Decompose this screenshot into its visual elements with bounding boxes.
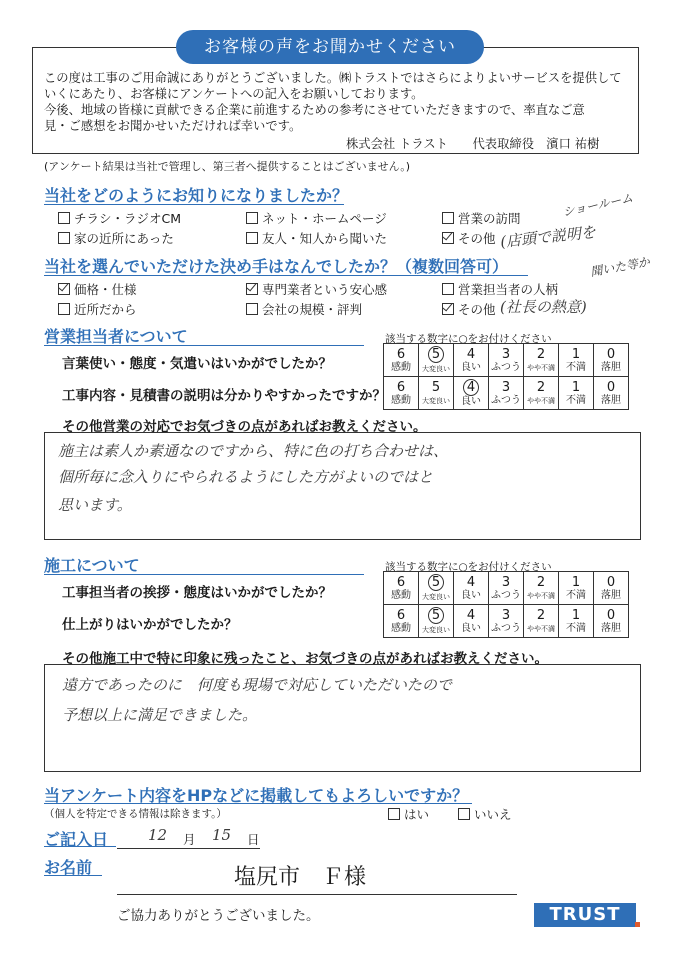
rating-cell-2[interactable]: [524, 377, 559, 410]
rating-number: 1: [571, 574, 581, 590]
q1-margin-note-showroom: ショールーム: [561, 190, 635, 220]
rating-number: [419, 572, 453, 591]
rating-number: 0: [606, 607, 616, 623]
rating-cell-2[interactable]: [524, 605, 559, 638]
rating-label: 良い: [461, 396, 481, 407]
rating-cell-6[interactable]: [384, 605, 419, 638]
rating-label: やや不満: [527, 591, 555, 600]
sales-scale-note: 該当する数字に○をお付けください: [385, 333, 552, 345]
name-label: お名前: [44, 858, 93, 877]
rating-number: 1: [571, 607, 581, 623]
checkbox-checked-icon[interactable]: [58, 283, 70, 295]
rating-cell-6[interactable]: [384, 377, 419, 410]
construction-scale-note: 該当する数字に○をお付けください: [385, 561, 552, 573]
rating-number: 6: [396, 607, 406, 623]
rating-label: 感動: [391, 394, 411, 406]
sales-question-manners: 言葉使い・態度・気遣いはいかがでしたか？: [62, 356, 332, 372]
rating-number: 1: [571, 379, 581, 395]
checkbox-checked-icon[interactable]: [246, 283, 258, 295]
rating-number: 4: [466, 607, 476, 623]
publish-underline: [44, 803, 472, 804]
q1-option-other[interactable]: その他: [442, 229, 496, 247]
construction-comment-line-1: 遠方であったのに 何度も現場で対応していただいたので: [62, 676, 452, 694]
rating-label: 不満: [566, 622, 586, 634]
sales-comment-line-2: 個所毎に念入りにやられるようにした方がよいのではと: [58, 468, 434, 486]
sales-comment-prompt: その他営業の対応でお気づきの点があればお教えください。: [62, 419, 427, 435]
rating-label: 不満: [566, 361, 586, 373]
checkbox-icon[interactable]: [388, 808, 400, 820]
rating-cell-0[interactable]: [594, 605, 629, 638]
sales-comment-line-1: 施主は素人か素通なのですから、特に色の打ち合わせは、: [58, 442, 449, 460]
checkbox-icon[interactable]: [246, 303, 258, 315]
rating-label: ふつう: [491, 394, 521, 406]
checkbox-icon[interactable]: [58, 303, 70, 315]
rating-cell-3[interactable]: [489, 572, 524, 605]
rating-label: やや不満: [527, 396, 555, 405]
sales-comment-line-3: 思います。: [58, 496, 132, 514]
selected-rating-circle: 5: [428, 346, 444, 363]
rating-number: 2: [536, 574, 546, 590]
rating-cell-1[interactable]: [559, 344, 594, 377]
date-day-unit: 日: [247, 832, 260, 847]
rating-number: 0: [606, 346, 616, 362]
rating-label: 落胆: [601, 589, 621, 601]
q2-title: 当社を選んでいただけた決め手はなんでしたか？（複数回答可）: [44, 257, 509, 276]
rating-label: 落胆: [601, 394, 621, 406]
rating-cell-0[interactable]: [594, 344, 629, 377]
q1-option-web[interactable]: ネット・ホームページ: [246, 209, 387, 227]
rating-number: 2: [536, 379, 546, 395]
construction-question-greeting: 工事担当者の挨拶・態度はいかがでしたか？: [62, 585, 332, 601]
rating-label: 感動: [391, 622, 411, 634]
intro-line-2: いくにあたり、お客様にアンケートへの記入をお願いしております。: [44, 87, 424, 101]
rating-cell-5[interactable]: [419, 605, 454, 638]
q2-underline: [44, 275, 528, 276]
construction-question-finish: 仕上がりはいかがでしたか？: [62, 617, 238, 633]
rating-label: 落胆: [601, 361, 621, 373]
thanks-message: ご協力ありがとうございました。: [117, 908, 320, 924]
rating-cell-6[interactable]: [384, 572, 419, 605]
rating-cell-6[interactable]: [384, 344, 419, 377]
rating-label: 大変良い: [422, 396, 450, 405]
rating-number: [419, 344, 453, 363]
checkbox-icon[interactable]: [58, 232, 70, 244]
rating-label: ふつう: [491, 589, 521, 601]
rating-number: [419, 605, 453, 624]
rating-number: [454, 377, 488, 396]
q1-option-nearby[interactable]: 家の近所にあった: [58, 229, 174, 247]
rating-label: 良い: [461, 589, 481, 601]
q2-option-price[interactable]: 価格・仕様: [58, 280, 137, 298]
selected-rating-circle: 4: [463, 379, 479, 396]
rating-number: 3: [501, 574, 511, 590]
date-label-underline: [44, 846, 116, 847]
rating-row: [384, 377, 629, 410]
date-month-unit: 月: [183, 832, 196, 847]
q1-option-sales-visit[interactable]: 営業の訪問: [442, 209, 521, 227]
rating-cell-5[interactable]: [419, 572, 454, 605]
company-signature: 株式会社 トラスト 代表取締役 濱口 祐樹: [346, 137, 600, 151]
rating-cell-4[interactable]: [454, 344, 489, 377]
construction-section-title: 施工について: [44, 556, 140, 575]
q1-title: 当社をどのようにお知りになりましたか？: [44, 186, 349, 205]
rating-label: 良い: [461, 361, 481, 373]
q2-option-personality[interactable]: 営業担当者の人柄: [442, 280, 558, 298]
rating-cell-3[interactable]: [489, 344, 524, 377]
rating-number: 6: [396, 574, 406, 590]
selected-rating-circle: 5: [428, 607, 444, 624]
intro-line-3: 今後、地域の皆様に貢献できる企業に前進するための参考にさせていただきますので、率直なご意: [44, 103, 585, 117]
rating-row: [384, 572, 629, 605]
checkbox-icon[interactable]: [58, 212, 70, 224]
publish-question: 当アンケート内容をHPなどに掲載してもよろしいですか？: [44, 786, 469, 805]
rating-label: 大変良い: [422, 626, 450, 634]
rating-label: 感動: [391, 361, 411, 373]
rating-number: 6: [396, 346, 406, 362]
rating-label: やや不満: [527, 363, 555, 372]
name-value[interactable]: 塩尻市 Ｆ様: [234, 865, 367, 890]
sales-underline: [44, 345, 364, 346]
rating-cell-4[interactable]: [454, 605, 489, 638]
rating-cell-2[interactable]: [524, 344, 559, 377]
q1-option-friend[interactable]: 友人・知人から聞いた: [246, 229, 387, 247]
rating-cell-4[interactable]: [454, 572, 489, 605]
form-banner-title: お客様の声をお聞かせください: [176, 30, 484, 64]
checkbox-checked-icon[interactable]: [442, 303, 454, 315]
rating-label: 大変良い: [422, 365, 450, 373]
checkbox-icon[interactable]: [442, 212, 454, 224]
rating-cell-5[interactable]: [419, 344, 454, 377]
sales-section-title: 営業担当者について: [44, 327, 188, 346]
rating-label: 不満: [566, 394, 586, 406]
rating-number: 2: [536, 346, 546, 362]
q1-option-flyer[interactable]: チラシ・ラジオCM: [58, 209, 181, 227]
rating-label: 良い: [461, 622, 481, 634]
checkbox-checked-icon[interactable]: [442, 232, 454, 244]
rating-cell-5[interactable]: [419, 377, 454, 410]
rating-cell-0[interactable]: [594, 377, 629, 410]
date-underline: [117, 848, 260, 849]
rating-label: ふつう: [491, 622, 521, 634]
construction-rating-table: [383, 571, 629, 638]
rating-label: 落胆: [601, 622, 621, 634]
date-day-value[interactable]: 15: [212, 826, 232, 844]
sales-rating-table: [383, 343, 629, 410]
rating-cell-0[interactable]: [594, 572, 629, 605]
date-month-value[interactable]: 12: [148, 826, 168, 844]
selected-rating-circle: 5: [428, 574, 444, 591]
checkbox-icon[interactable]: [246, 232, 258, 244]
q1-other-handwritten: (店頭で説明を: [499, 223, 597, 251]
rating-label: 大変良い: [422, 593, 450, 601]
rating-number: 1: [571, 346, 581, 362]
checkbox-icon[interactable]: [442, 283, 454, 295]
q2-option-nearby[interactable]: 近所だから: [58, 300, 137, 318]
rating-cell-1[interactable]: [559, 605, 594, 638]
rating-cell-2[interactable]: [524, 572, 559, 605]
rating-number: 4: [466, 346, 476, 362]
rating-cell-4[interactable]: [454, 377, 489, 410]
name-label-underline: [44, 875, 102, 876]
rating-number: 5: [431, 379, 441, 395]
rating-label: 感動: [391, 589, 411, 601]
rating-number: 2: [536, 607, 546, 623]
rating-label: ふつう: [491, 361, 521, 373]
construction-underline: [44, 574, 364, 575]
publish-note: （個人を特定できる情報は除きます。）: [44, 808, 227, 820]
rating-number: 3: [501, 607, 511, 623]
rating-cell-1[interactable]: [559, 377, 594, 410]
rating-number: 3: [501, 379, 511, 395]
q2-option-specialist[interactable]: 専門業者という安心感: [246, 280, 387, 298]
rating-number: 4: [466, 574, 476, 590]
intro-line-4: 見・ご感想をお聞かせいただければ幸いです。: [44, 119, 302, 133]
rating-row: [384, 605, 629, 638]
q2-option-reputation[interactable]: 会社の規模・評判: [246, 300, 362, 318]
trust-logo: TRUST: [534, 903, 636, 927]
construction-comment-prompt: その他施工中で特に印象に残ったこと、お気づきの点があればお教えください。: [62, 651, 548, 667]
checkbox-icon[interactable]: [458, 808, 470, 820]
q2-other-handwritten: (社長の熱意): [500, 298, 587, 316]
rating-cell-3[interactable]: [489, 377, 524, 410]
publish-no-option[interactable]: いいえ: [458, 805, 512, 823]
date-label: ご記入日: [44, 830, 109, 849]
rating-label: やや不満: [527, 624, 555, 633]
privacy-notice: (アンケート結果は当社で管理し、第三者へ提供することはございません。): [44, 160, 411, 173]
q2-option-other[interactable]: その他: [442, 300, 496, 318]
rating-number: 0: [606, 379, 616, 395]
publish-yes-option[interactable]: はい: [388, 805, 429, 823]
q1-margin-note-heard: 聞いた等か: [589, 254, 651, 280]
logo-accent-icon: [635, 922, 640, 927]
rating-cell-3[interactable]: [489, 605, 524, 638]
rating-number: 0: [606, 574, 616, 590]
q1-underline: [44, 204, 344, 205]
construction-comment-line-2: 予想以上に満足できました。: [62, 706, 258, 724]
name-underline: [117, 894, 517, 895]
rating-row: [384, 344, 629, 377]
sales-question-explanation: 工事内容・見積書の説明は分かりやすかったですか？: [62, 388, 386, 404]
rating-label: 不満: [566, 589, 586, 601]
intro-line-1: この度は工事のご用命誠にありがとうございました。㈱トラストではさらによりよいサービスを提供して: [44, 71, 622, 85]
checkbox-icon[interactable]: [246, 212, 258, 224]
rating-number: 6: [396, 379, 406, 395]
rating-number: 3: [501, 346, 511, 362]
rating-cell-1[interactable]: [559, 572, 594, 605]
